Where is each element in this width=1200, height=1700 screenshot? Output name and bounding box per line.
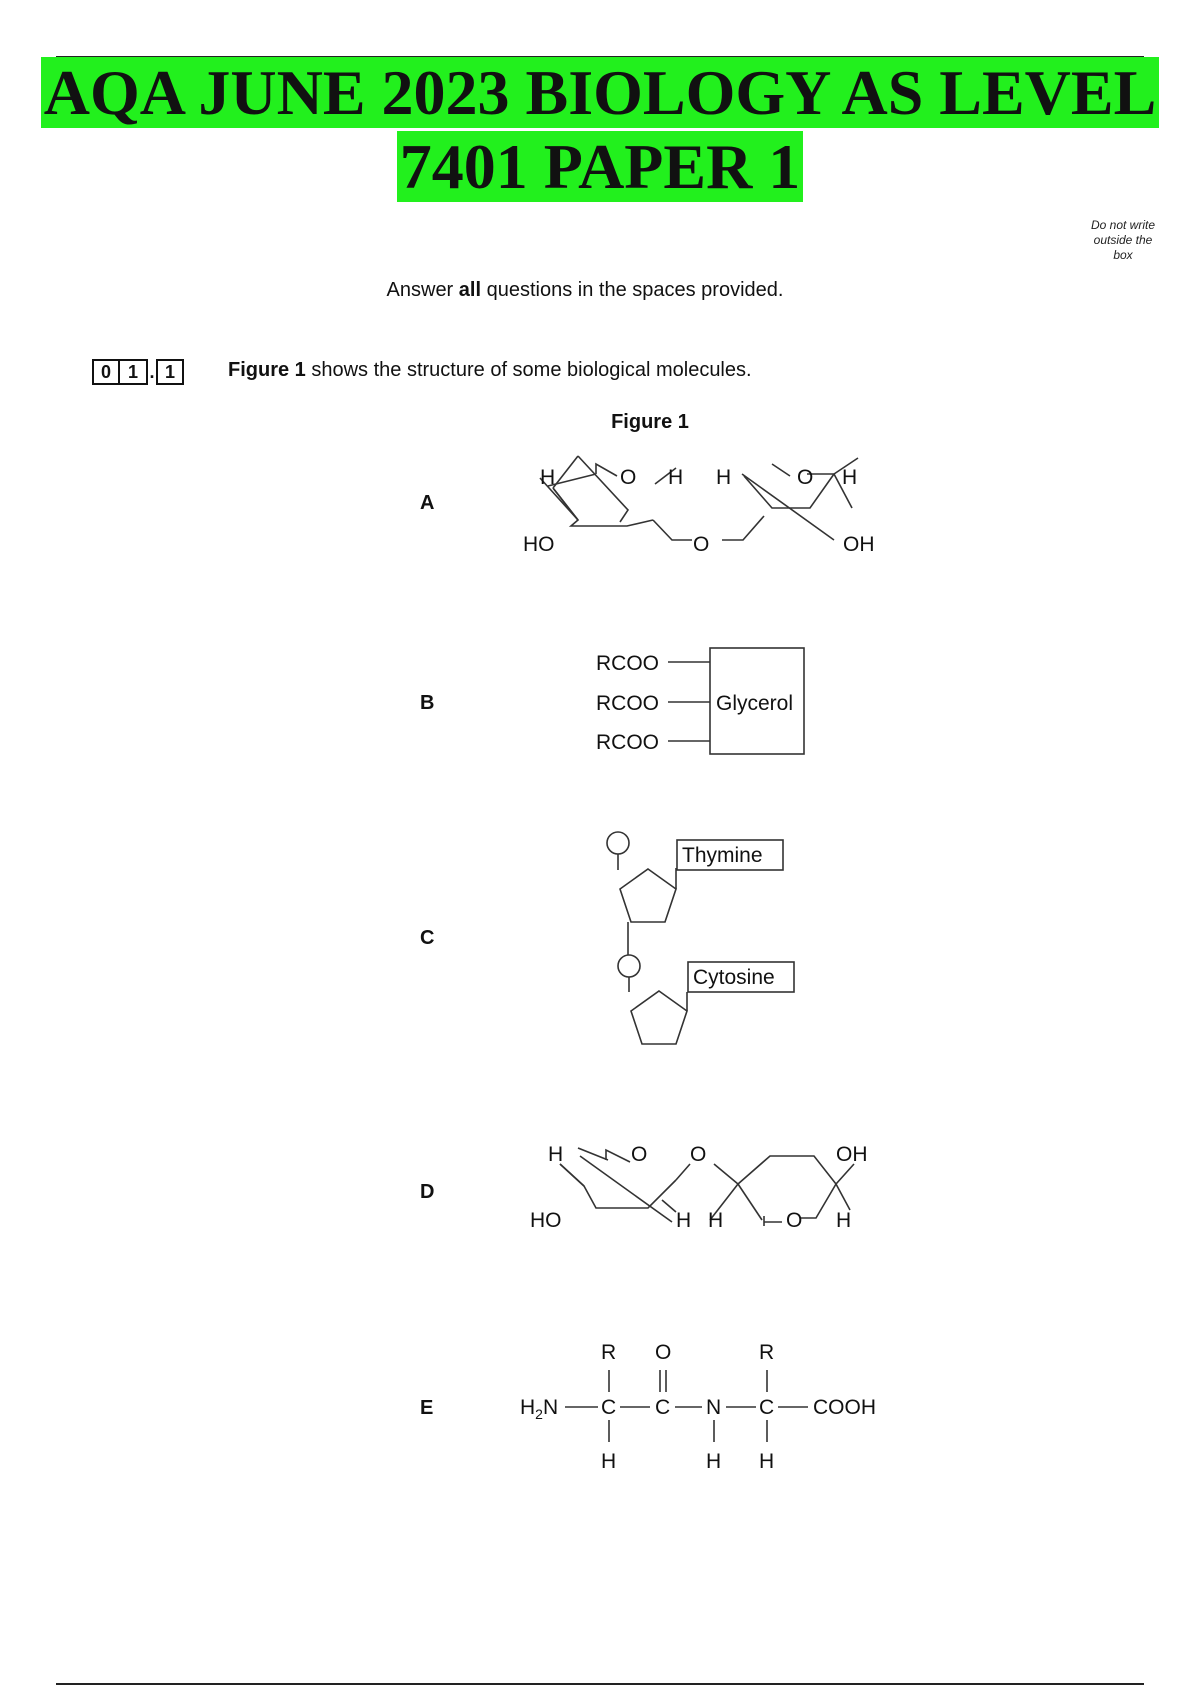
atom-label: H [842,466,858,489]
margin-note: Do not write outside the box [1090,218,1156,262]
molecule-label-d: D [420,1181,435,1203]
atom-label: OH [836,1143,868,1166]
amine-group-label: $H_2N$ [520,1396,559,1422]
instruction-text: Answer all questions in the spaces provided. [386,279,784,301]
title-highlight: 7401 PAPER 1 [397,131,804,202]
fatty-acid-label: RCOO [596,692,659,715]
atom-label: N [706,1396,722,1419]
atom-label: O [797,466,814,489]
atom-label: O [631,1143,648,1166]
atom-label: H [706,1450,722,1473]
atom-label: O [655,1341,672,1364]
title-highlight: AQA JUNE 2023 BIOLOGY AS LEVEL [41,57,1160,128]
atom-label: O [786,1209,803,1232]
atom-label: H [668,466,684,489]
bottom-rule [56,1683,1144,1685]
molecule-label-e: E [420,1397,434,1419]
atom-label: OH [843,533,875,556]
base-label-cytosine: Cytosine [693,966,775,989]
question-separator: . [149,361,155,382]
molecule-label-c: C [420,927,435,949]
fatty-acid-label: RCOO [596,731,659,754]
atom-label: HO [530,1209,562,1232]
question-digit-box: 1 [156,359,184,385]
atom-label: R [601,1341,617,1364]
question-digit-box: 1 [120,359,148,385]
atom-label: H [601,1450,617,1473]
atom-label: C [759,1396,775,1419]
atom-label: H [759,1450,775,1473]
atom-label: COOH [813,1396,876,1419]
glycerol-label: Glycerol [716,692,794,715]
atom-label: O [620,466,637,489]
atom-label: R [759,1341,775,1364]
atom-label: O [690,1143,707,1166]
atom-label: H [716,466,732,489]
figure-title: Figure 1 [611,411,689,433]
molecule-label-a: A [420,492,435,514]
base-label-thymine: Thymine [682,844,763,867]
question-digit-box: 0 [92,359,120,385]
atom-label: HO [523,533,555,556]
atom-label: H [540,466,556,489]
molecule-d-structure [560,1148,854,1226]
fatty-acid-label: RCOO [596,652,659,675]
atom-label: C [601,1396,617,1419]
atom-label: C [655,1396,671,1419]
atom-label: H [676,1209,692,1232]
atom-label: H [836,1209,852,1232]
molecule-label-b: B [420,692,435,714]
atom-label: H [548,1143,564,1166]
instruction-emphasis: all [458,279,482,301]
atom-label: H [708,1209,724,1232]
atom-label: O [693,533,710,556]
question-text: Figure 1 shows the structure of some biological molecules. [228,359,752,381]
